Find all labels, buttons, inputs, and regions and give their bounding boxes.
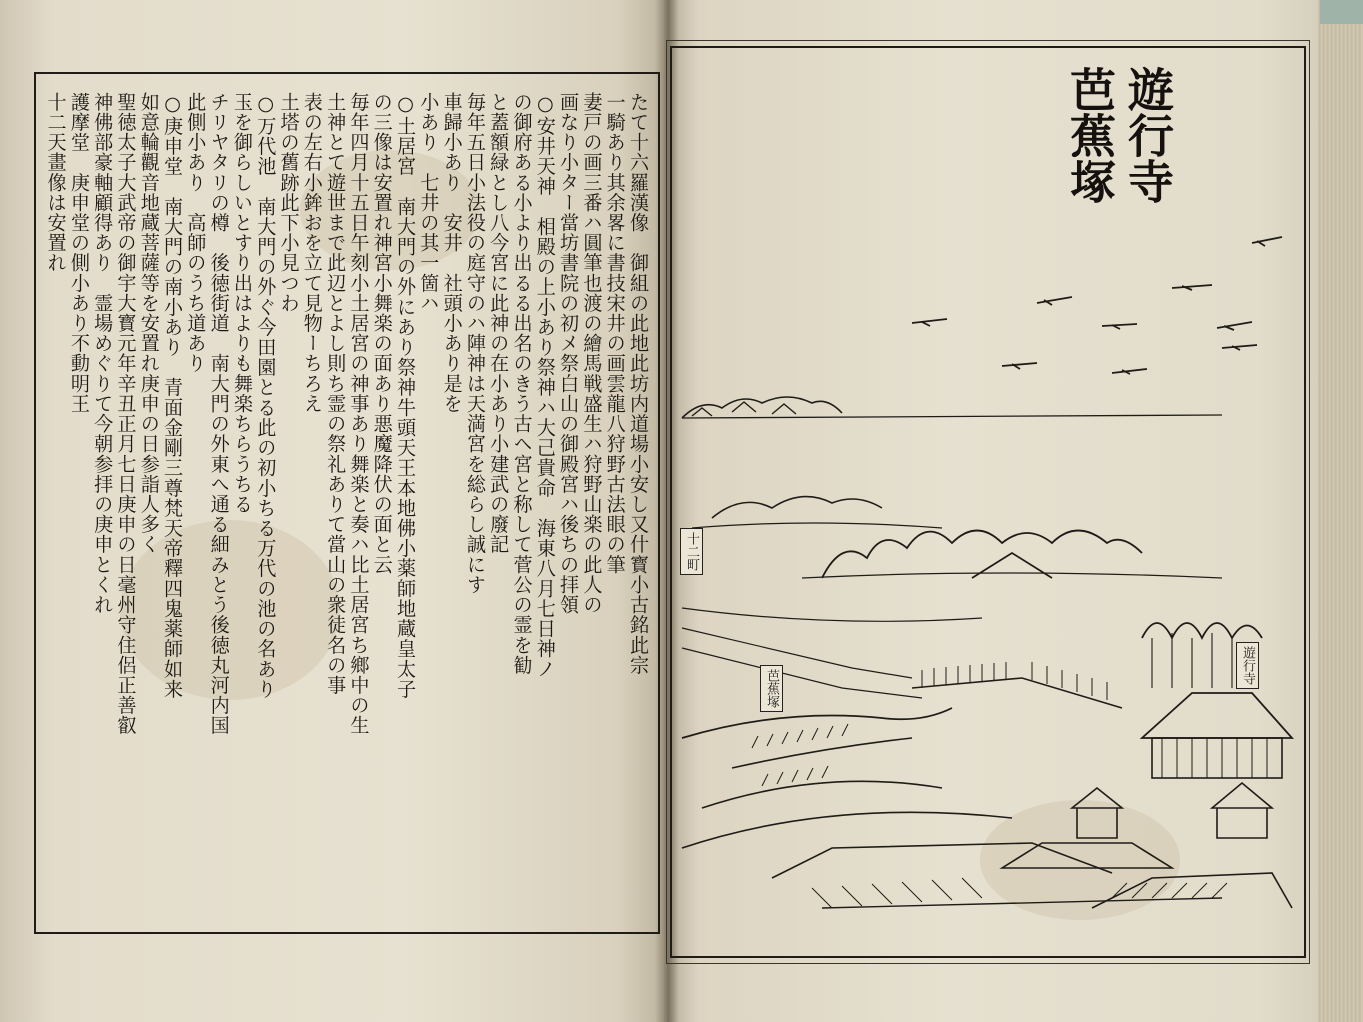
text-column: 土神とて遊世まで此辺とよし則ち霊の祭礼ありて當山の衆徒名の事 bbox=[324, 92, 348, 696]
text-column: の御府ある小より出るる出名のきう古ヘ宮と称して菅公の霊を勧 bbox=[510, 92, 534, 676]
text-column: たて十六羅漢像 御組の此地此坊内道場小安し又什寳小古銘此宗 bbox=[627, 92, 650, 676]
illustration-title bbox=[1065, 66, 1173, 204]
text-column: 毎年五日小法役の庭守のハ陣神は天満宮を総らし誠にす bbox=[463, 92, 487, 595]
cover-edge bbox=[1320, 0, 1363, 24]
text-column: ○庚申堂 南大門の南小あり 青面金剛三尊梵天帝釋四鬼薬師如来 bbox=[161, 92, 185, 700]
text-column: ○万代池 南大門の外ぐ今田園とる此の初小ちる万代の池の名あり bbox=[254, 92, 278, 700]
text-column: 車歸小あり 安井 社頭小あり是を bbox=[440, 92, 464, 414]
text-column: と蓋額緑とし八今宮に此神の在小あり小建武の廢記 bbox=[487, 92, 511, 555]
text-column: 妻戸の画三番ハ圓筆也渡の繪馬戦盛生ハ狩野山楽の此人の bbox=[580, 92, 604, 615]
text-column: 土塔の舊跡此下小見つわ bbox=[277, 92, 301, 314]
text-column: 一騎あり其余畧に書技宋井の画雲龍八狩野古法眼の筆 bbox=[603, 92, 627, 575]
title-line: 芭蕉塚 bbox=[1063, 66, 1117, 204]
text-column: チリヤタリの樽 後徳街道 南大門の外東へ通る細みとう後徳丸河内国 bbox=[207, 92, 231, 736]
mound-sign-label: 芭蕉塚 bbox=[760, 665, 783, 712]
text-column: 護摩堂 庚申堂の側小あり不動明王 bbox=[67, 92, 91, 414]
text-column: 十二天畫像は安置れ bbox=[44, 92, 68, 273]
post-sign-label: 十二町 bbox=[680, 528, 703, 575]
text-column: 小あり 七井の其一箇ハ bbox=[417, 92, 441, 314]
text-column: 如意輪觀音地蔵菩薩等を安置れ庚申の日参詣人多く bbox=[137, 92, 161, 555]
text-column: 此側小あり 高師のうち道あり bbox=[184, 92, 208, 374]
text-column: 神佛部豪軸顧得あり 霊場めぐりて今朝参拝の庚申とくれ bbox=[91, 92, 115, 615]
landscape-illustration bbox=[672, 48, 1302, 948]
text-column: 画なり小ター當坊書院の初メ祭白山の御殿宮ハ後ちの拝領 bbox=[557, 92, 581, 615]
text-column: の三像は安置れ神宮小舞楽の面あり悪魔降伏の面と云 bbox=[370, 92, 394, 575]
text-column: 聖徳太子大武帝の御宇大寳元年辛丑正月七日庚申の日毫州守住侶正善叡 bbox=[114, 92, 138, 736]
text-column: ○土居宮 南大門の外にあり祭神牛頭天王本地佛小薬師地蔵皇太子 bbox=[394, 92, 418, 700]
text-column: 表の左右小鉾おを立て見物ーちろえ bbox=[300, 92, 324, 414]
text-column: 玉を御らしいとすり出はよりも舞楽ちらうちる bbox=[230, 92, 254, 515]
text-column: 毎年四月十五日午刻小土居宮の神事あり舞楽と奏ハ比土居宮ち鄉中の生 bbox=[347, 92, 371, 736]
title-line: 遊行寺 bbox=[1121, 66, 1175, 204]
vertical-text-block bbox=[44, 92, 650, 912]
temple-sign-label: 遊行寺 bbox=[1236, 642, 1259, 689]
birds bbox=[912, 237, 1282, 374]
text-column: ○安井天神 相殿の上小あり祭神ハ大己貴命 海東八月七日神ノ bbox=[533, 92, 557, 680]
page-edge-stack bbox=[1318, 0, 1363, 1022]
